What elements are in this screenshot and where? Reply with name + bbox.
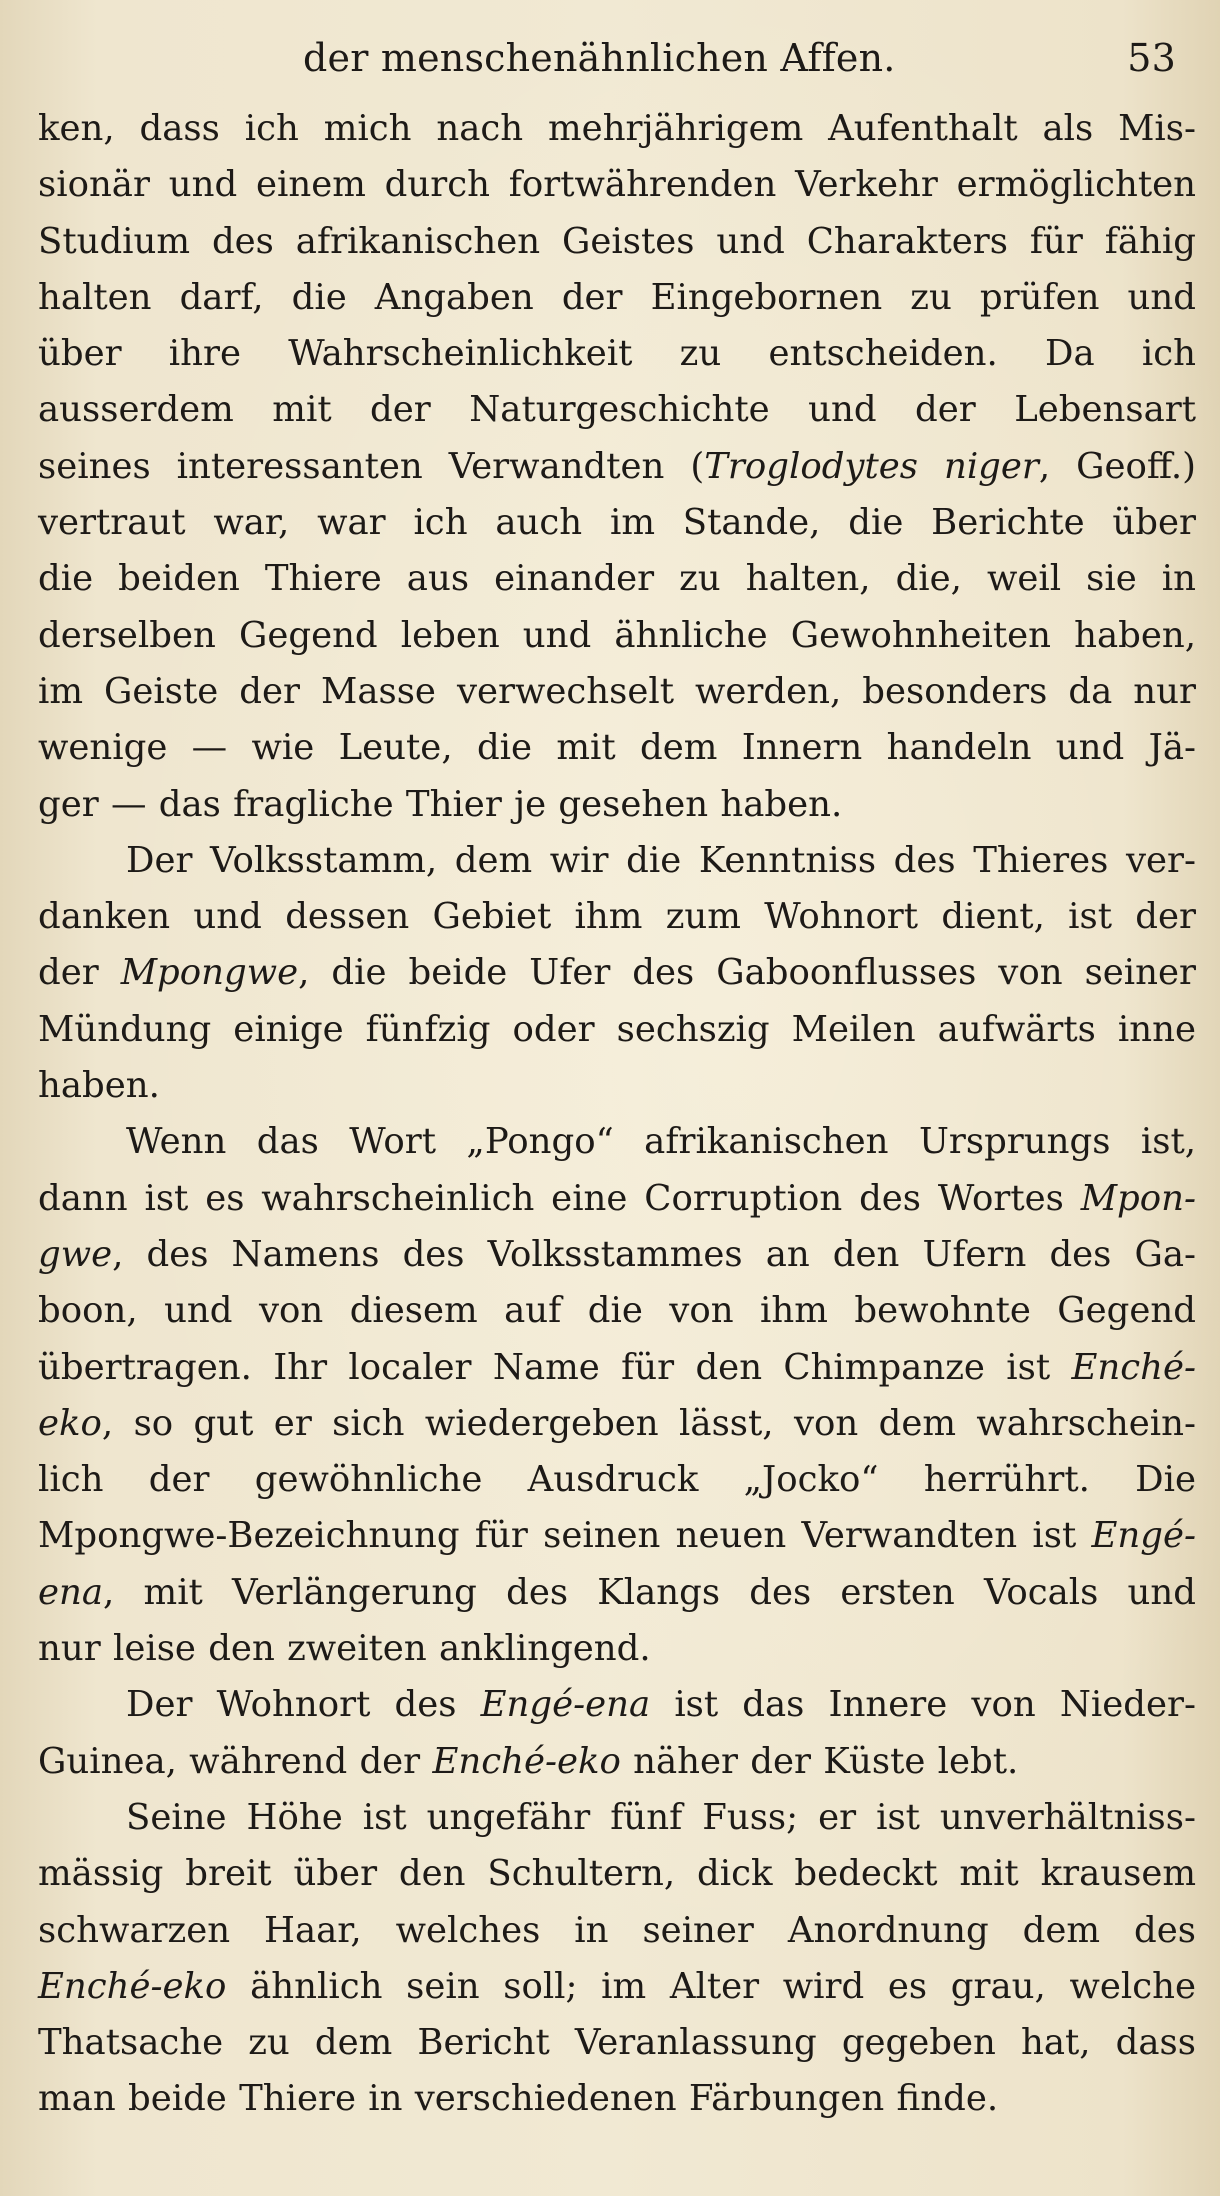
text-line: gwe, des Namens des Volksstammes an den Ufern des Ga- bbox=[38, 1233, 1196, 1275]
text-line: dann ist es wahrscheinlich eine Corruption des Wortes Mpon- bbox=[38, 1177, 1196, 1219]
text-line: ken, dass ich mich nach mehrjährigem Aufenthalt als Mis- bbox=[38, 108, 1196, 149]
text-line: derselben Gegend leben und ähnliche Gewohnheiten haben, bbox=[38, 614, 1196, 656]
text-line: sionär und einem durch fortwährenden Verkehr ermöglichten bbox=[38, 164, 1196, 206]
text-line: übertragen. Ihr localer Name für den Chimpanze ist Enché- bbox=[38, 1346, 1196, 1388]
text-line: halten darf, die Angaben der Eingebornen zu prüfen und bbox=[38, 276, 1196, 318]
text-line: danken und dessen Gebiet ihm zum Wohnort dient, ist der bbox=[38, 896, 1196, 938]
text-line: über ihre Wahrscheinlichkeit zu entscheiden. Da ich bbox=[38, 333, 1196, 375]
text-line-paragraph-end: Guinea, während der Enché-eko näher der Küste lebt. bbox=[38, 1740, 1019, 1782]
text-line-paragraph-end: ger — das fragliche Thier je gesehen haben. bbox=[38, 783, 843, 825]
text-line: schwarzen Haar, welches in seiner Anordnung dem des bbox=[38, 1909, 1196, 1951]
italic-term: Troglodytes niger bbox=[704, 445, 1039, 487]
text-line: seines interessanten Verwandten (Troglodytes niger, Geoff.) bbox=[38, 445, 1196, 487]
text-line: ena, mit Verlängerung des Klangs des ersten Vocals und bbox=[38, 1571, 1196, 1613]
text-line-paragraph-end: haben. bbox=[38, 1065, 160, 1107]
text-line: im Geiste der Masse verwechselt werden, besonders da nur bbox=[38, 670, 1196, 712]
italic-term: Enché- bbox=[1071, 1346, 1196, 1388]
text-line-paragraph-end: nur leise den zweiten anklingend. bbox=[38, 1628, 651, 1670]
italic-term: gwe bbox=[38, 1233, 113, 1275]
text-line: der Mpongwe, die beide Ufer des Gaboonflusses von seiner bbox=[38, 952, 1196, 994]
text-line-paragraph-start: Der Wohnort des Engé-ena ist das Innere von Nieder- bbox=[126, 1684, 1196, 1726]
text-line: die beiden Thiere aus einander zu halten, die, weil sie in bbox=[38, 558, 1196, 600]
text-line: boon, und von diesem auf die von ihm bewohnte Gegend bbox=[38, 1290, 1196, 1332]
italic-term: Mpongwe bbox=[120, 952, 299, 994]
italic-term: Engé- bbox=[1091, 1515, 1196, 1557]
text-line: wenige — wie Leute, die mit dem Innern handeln und Jä- bbox=[38, 727, 1196, 769]
text-line: Studium des afrikanischen Geistes und Charakters für fähig bbox=[38, 220, 1196, 262]
text-line-paragraph-start: Seine Höhe ist ungefähr fünf Fuss; er ist unverhältniss- bbox=[126, 1796, 1196, 1838]
italic-term: ena bbox=[38, 1571, 104, 1613]
text-line: eko, so gut er sich wiedergeben lässt, von dem wahrschein- bbox=[38, 1402, 1196, 1444]
text-line: Mündung einige fünfzig oder sechszig Meilen aufwärts inne bbox=[38, 1008, 1196, 1050]
body-text bbox=[38, 101, 1196, 2128]
text-line-paragraph-start: Wenn das Wort „Pongo“ afrikanischen Ursprungs ist, bbox=[126, 1121, 1196, 1163]
text-line: Enché-eko ähnlich sein soll; im Alter wird es grau, welche bbox=[38, 1965, 1196, 2007]
text-line: ausserdem mit der Naturgeschichte und der Lebensart bbox=[38, 389, 1196, 431]
text-line: mässig breit über den Schultern, dick bedeckt mit krausem bbox=[38, 1853, 1196, 1895]
text-line-paragraph-start: Der Volksstamm, dem wir die Kenntniss des Thieres ver- bbox=[126, 839, 1196, 881]
running-title: der menschenähnlichen Affen. bbox=[303, 36, 896, 80]
text-line: Mpongwe-Bezeichnung für seinen neuen Verwandten ist Engé- bbox=[38, 1515, 1196, 1557]
italic-term: Enché-eko bbox=[38, 1965, 227, 2007]
italic-term: Enché-eko bbox=[432, 1740, 621, 1782]
page-number: 53 bbox=[1127, 36, 1176, 80]
text-line: Thatsache zu dem Bericht Veranlassung gegeben hat, dass bbox=[38, 2022, 1196, 2064]
text-line-paragraph-end: man beide Thiere in verschiedenen Färbungen finde. bbox=[38, 2078, 999, 2120]
text-line: lich der gewöhnliche Ausdruck „Jocko“ herrührt. Die bbox=[38, 1459, 1196, 1501]
text-line: vertraut war, war ich auch im Stande, die Berichte über bbox=[38, 502, 1196, 544]
page-header bbox=[38, 28, 1198, 88]
italic-term: eko bbox=[38, 1402, 102, 1444]
italic-term: Engé-ena bbox=[480, 1684, 651, 1726]
italic-term: Mpon- bbox=[1080, 1177, 1196, 1219]
